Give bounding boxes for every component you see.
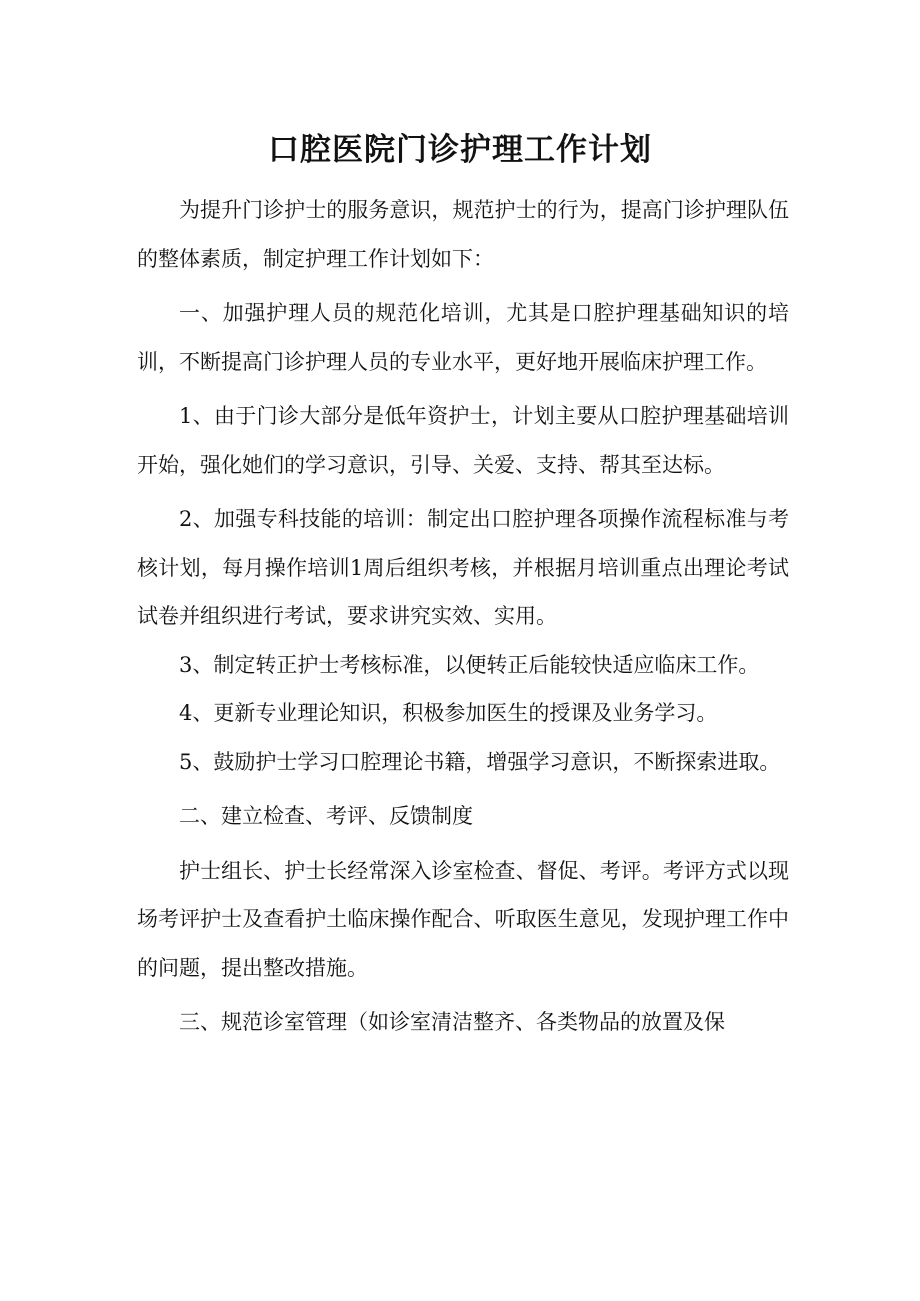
document-title: 口腔医院门诊护理工作计划: [268, 132, 652, 168]
paragraph-section-one: 一、加强护理人员的规范化培训，尤其是口腔护理基础知识的培训，不断提高门诊护理人员的专业水平，更好地开展临床护理工作。: [137, 301, 789, 374]
document-body: [137, 186, 789, 1047]
paragraph-item-4: 4、更新专业理论知识，积极参加医生的授课及业务学习。: [179, 701, 718, 725]
paragraph-item-2: 2、加强专科技能的培训：制定出口腔护理各项操作流程标准与考核计划，每月操作培训1周后组织考核，并根据月培训重点出理论考试试卷并组织进行考试，要求讲究实效、实用。: [137, 507, 789, 628]
paragraph-item-1: 1、由于门诊大部分是低年资护士，计划主要从口腔护理基础培训开始，强化她们的学习意识，引导、关爱、支持、帮其至达标。: [137, 404, 789, 477]
paragraph-intro: 为提升门诊护士的服务意识，规范护士的行为，提高门诊护理队伍的整体素质，制定护理工作计划如下：: [137, 198, 789, 271]
paragraph-section-three: 三、规范诊室管理（如诊室清洁整齐、各类物品的放置及保: [179, 1010, 725, 1034]
paragraph-item-5: 5、鼓励护士学习口腔理论书籍，增强学习意识，不断探索进取。: [179, 749, 781, 774]
paragraph-section-two: 二、建立检查、考评、反馈制度: [179, 804, 473, 828]
paragraph-item-3: 3、制定转正护士考核标准，以便转正后能较快适应临床工作。: [179, 652, 760, 677]
paragraph-section-two-body: 护士组长、护士长经常深入诊室检查、督促、考评。考评方式以现场考评护士及查看护土临床操作配合、听取医生意见，发现护理工作中的问题，提出整改措施。: [137, 858, 789, 980]
